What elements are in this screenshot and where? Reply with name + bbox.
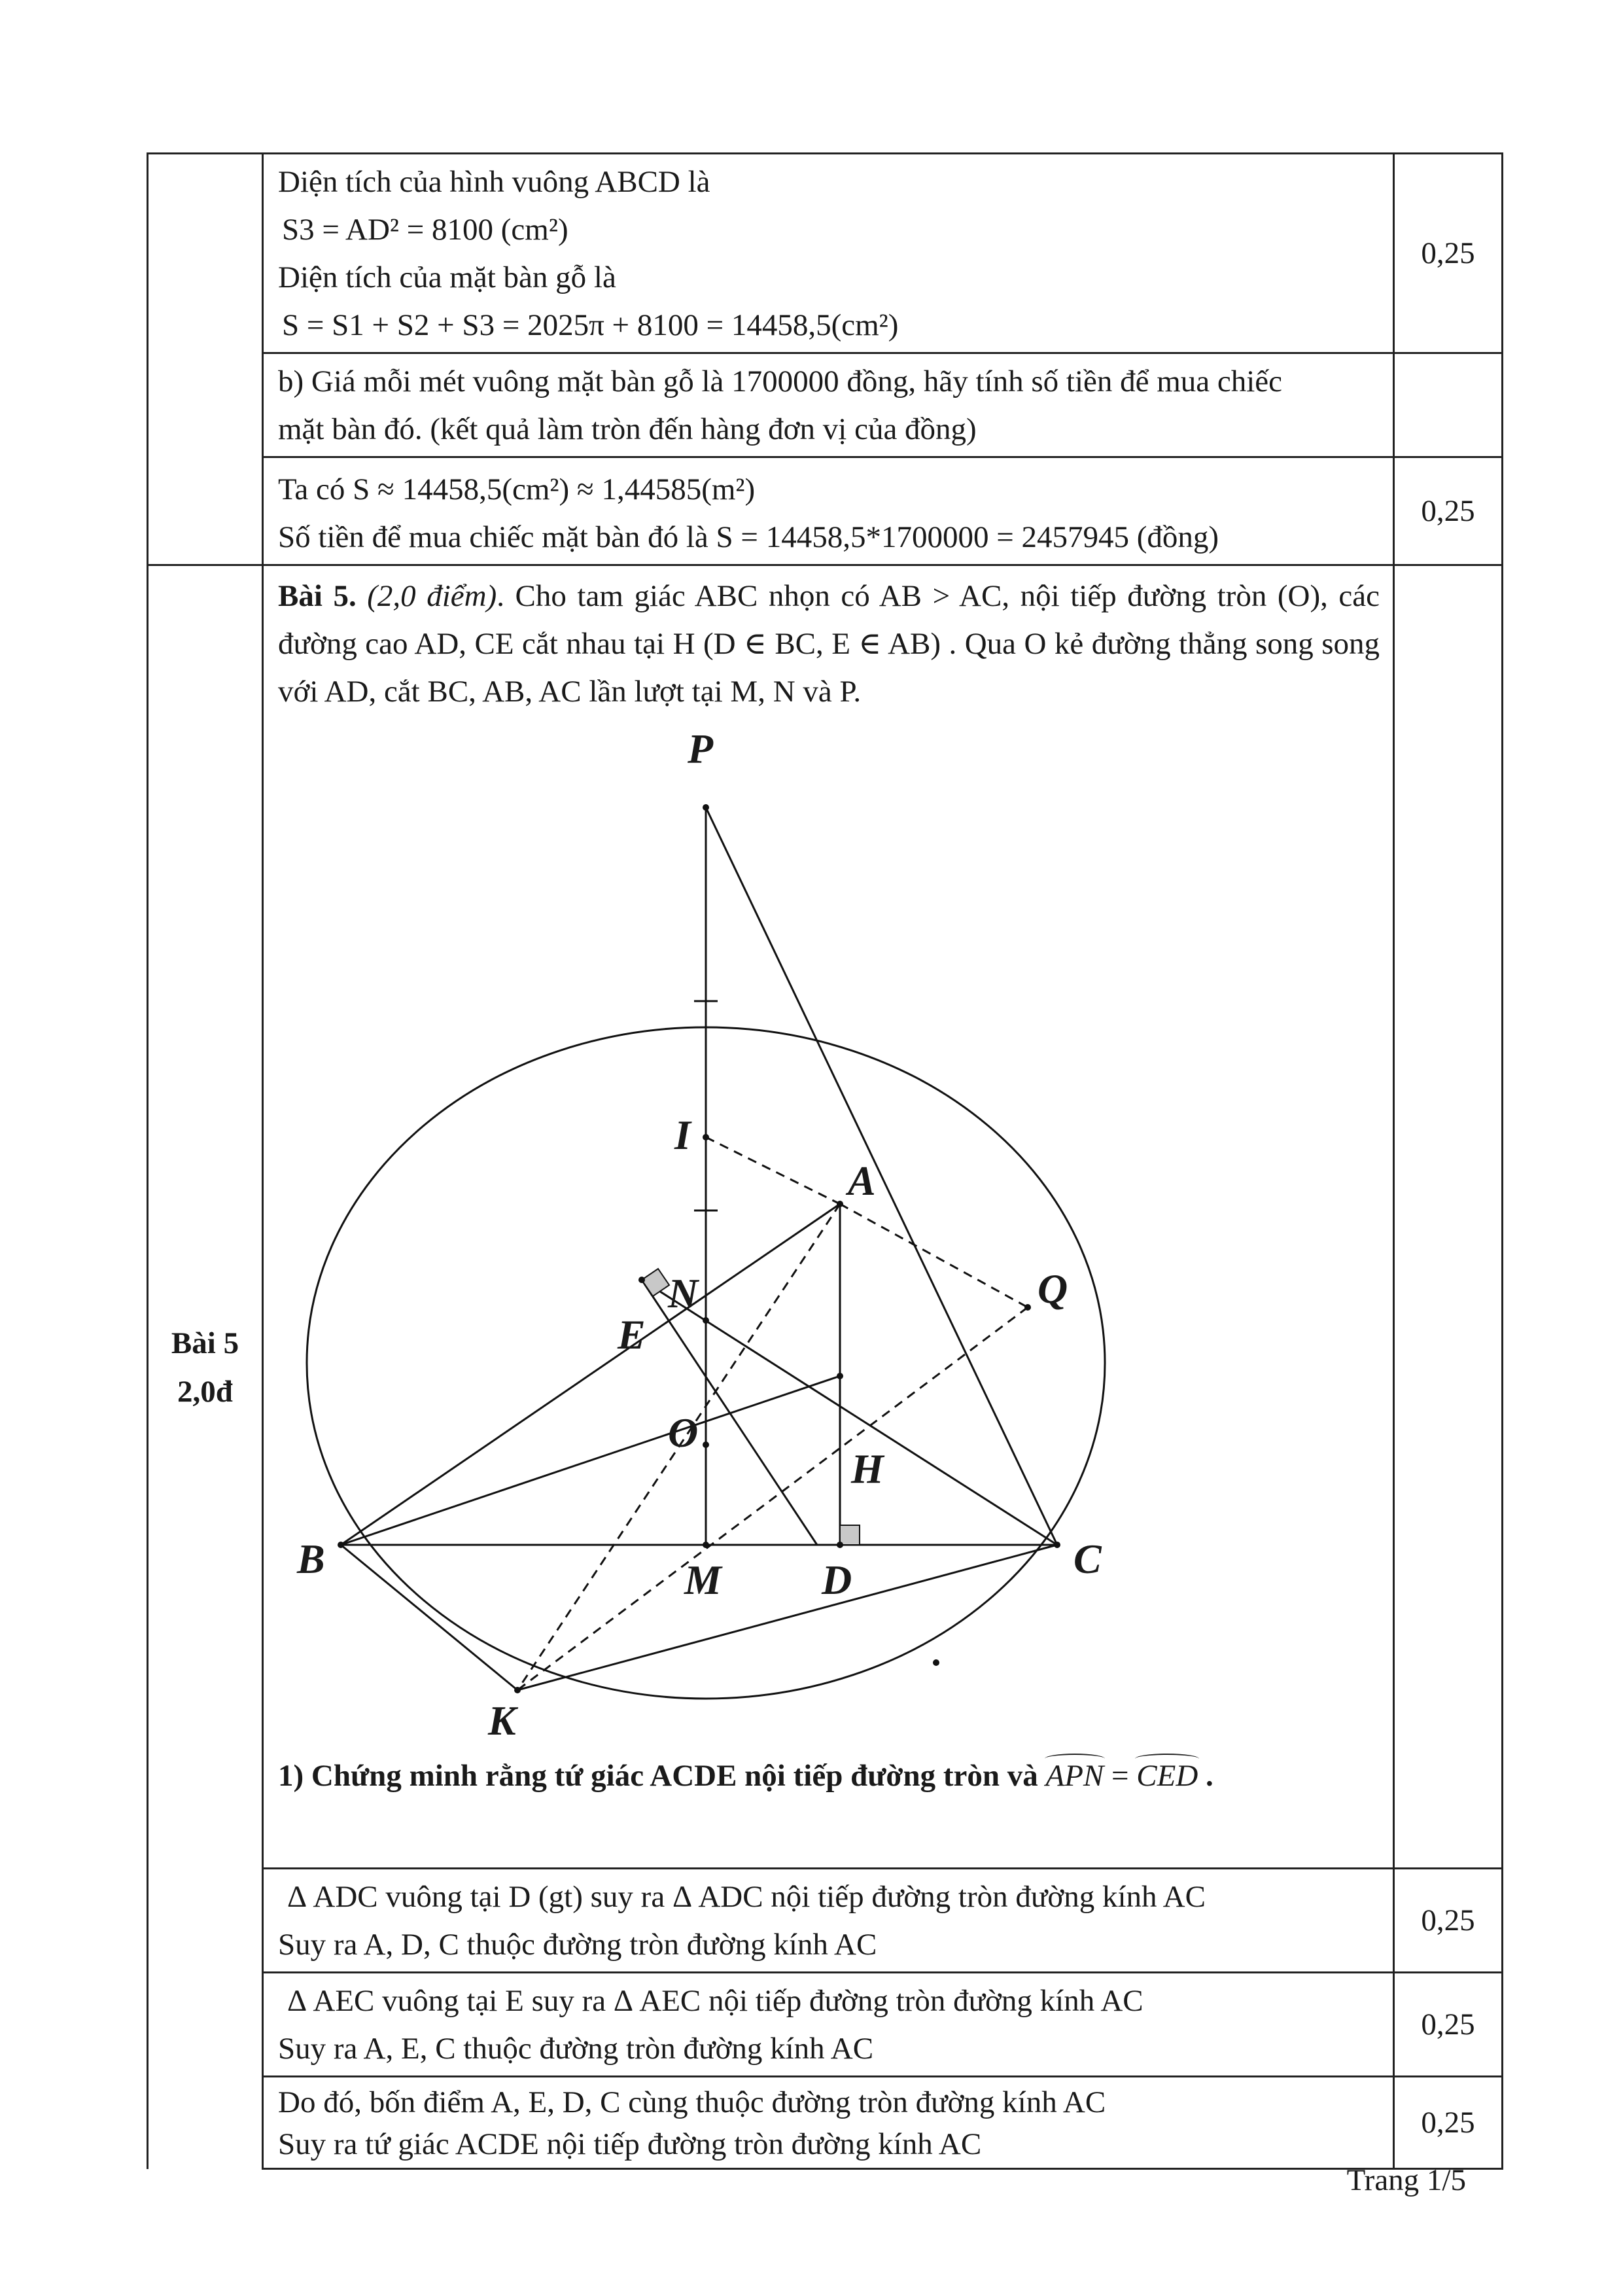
line-aq xyxy=(840,1204,1028,1307)
label-point-p: P xyxy=(688,726,714,772)
right-angle-e xyxy=(642,1269,669,1296)
content-cell-cost xyxy=(263,457,1394,565)
bai5-label: Bài 5 xyxy=(171,1326,239,1360)
part1-heading xyxy=(278,1752,1380,1800)
line-qk xyxy=(517,1307,1028,1690)
label-cell-blank xyxy=(148,457,263,565)
part1-end: . xyxy=(1206,1759,1213,1793)
text-line: Ta có S ≈ 14458,5(cm²) ≈ 1,44585(m²) xyxy=(278,472,756,506)
formula-s3: S3 = AD² = 8100 (cm²) xyxy=(282,213,568,247)
step-line: Suy ra A, E, C thuộc đường tròn đường kính AC xyxy=(278,2032,874,2066)
score-cell: 0,25 xyxy=(1394,154,1503,353)
step-line: Suy ra tứ giác ACDE nội tiếp đường tròn đường kính AC xyxy=(278,2127,982,2161)
line-pc xyxy=(706,807,1057,1545)
score-cell: 0,25 xyxy=(1394,1869,1503,1973)
step-line: Suy ra A, D, C thuộc đường tròn đường kính AC xyxy=(278,1928,877,1962)
equals-sign: = xyxy=(1111,1759,1129,1793)
label-point-n: N xyxy=(668,1270,699,1316)
question-line: mặt bàn đó. (kết quả làm tròn đến hàng đơn vị của đồng) xyxy=(278,412,977,446)
step-line: Do đó, bốn điểm A, E, D, C cùng thuộc đường tròn đường kính AC xyxy=(278,2085,1106,2119)
label-point-c: C xyxy=(1073,1536,1102,1582)
dashed-lines xyxy=(517,1137,1028,1690)
label-point-a: A xyxy=(848,1157,876,1204)
score-cell-empty xyxy=(1394,565,1503,1869)
line-bh xyxy=(341,1376,840,1545)
question-line: b) Giá mỗi mét vuông mặt bàn gỗ là 1700000 đồng, hãy tính số tiền để mua chiếc xyxy=(278,364,1283,398)
row-question-b xyxy=(148,353,1503,457)
label-point-o: O xyxy=(668,1409,699,1456)
content-cell-step3 xyxy=(263,2077,1394,2169)
step-line: Δ ADC vuông tại D (gt) suy ra Δ ADC nội tiếp đường tròn đường kính AC xyxy=(287,1880,1206,1914)
line-bk xyxy=(341,1545,517,1690)
text-line: Số tiền để mua chiếc mặt bàn đó là S = 14458,5*1700000 = 2457945 (đồng) xyxy=(278,520,1219,554)
label-point-d: D xyxy=(822,1557,852,1603)
geometry-figure xyxy=(266,718,1391,1752)
label-point-m: M xyxy=(684,1557,722,1603)
label-point-q: Q xyxy=(1038,1265,1068,1312)
step-line: Δ AEC vuông tại E suy ra Δ AEC nội tiếp đường tròn đường kính AC xyxy=(287,1984,1143,2018)
score-cell: 0,25 xyxy=(1394,457,1503,565)
label-point-i: I xyxy=(674,1112,691,1158)
answer-table xyxy=(147,152,1503,2170)
content-cell-step1 xyxy=(263,1869,1394,1973)
text-line: Diện tích của hình vuông ABCD là xyxy=(278,165,710,199)
label-cell-blank xyxy=(148,154,263,353)
label-point-e: E xyxy=(618,1311,646,1358)
formula-s: S = S1 + S2 + S3 = 2025π + 8100 = 14458,5(cm²) xyxy=(282,308,899,342)
problem-points: (2,0 điểm) xyxy=(367,579,497,613)
part1-text: 1) Chứng minh rằng tứ giác ACDE nội tiếp đường tròn và xyxy=(278,1759,1038,1793)
angle-ced: CED xyxy=(1136,1752,1198,1800)
content-cell-question-b xyxy=(263,353,1394,457)
score-cell: 0,25 xyxy=(1394,1973,1503,2077)
right-angle-d xyxy=(840,1525,860,1545)
problem-text: . Cho tam giác ABC nhọn có AB > AC, nội tiếp đường tròn (O), các đường cao AD, CE cắt nhau tại H (D ∈ BC, E ∈ AB) . Qua O kẻ đường thẳng song song với AD, cắt BC, AB, AC lần lượt tại M, N và P. xyxy=(278,579,1380,709)
content-cell-bai5 xyxy=(263,565,1394,1869)
row-step2 xyxy=(148,1973,1503,2077)
row-area xyxy=(148,154,1503,353)
row-step1 xyxy=(148,1869,1503,1973)
problem-statement xyxy=(278,573,1380,716)
page-number: Trang 1/5 xyxy=(1346,2163,1466,2197)
score-cell: 0,25 xyxy=(1394,2077,1503,2169)
line-ia xyxy=(706,1137,840,1204)
angle-apn: APN xyxy=(1046,1752,1104,1800)
line-ba xyxy=(341,1204,840,1545)
label-point-k: K xyxy=(488,1697,516,1744)
row-step3 xyxy=(148,2077,1503,2169)
row-bai5 xyxy=(148,565,1503,1869)
label-cell-bai5 xyxy=(148,565,263,2169)
content-cell-step2 xyxy=(263,1973,1394,2077)
label-point-h: H xyxy=(851,1445,884,1492)
text-line: Diện tích của mặt bàn gỗ là xyxy=(278,260,616,294)
problem-title: Bài 5. xyxy=(278,579,357,613)
line-kc xyxy=(517,1545,1057,1690)
label-cell-blank xyxy=(148,353,263,457)
row-cost xyxy=(148,457,1503,565)
score-cell-empty xyxy=(1394,353,1503,457)
bai5-points: 2,0đ xyxy=(177,1374,233,1409)
label-point-b: B xyxy=(297,1536,325,1582)
content-cell-area xyxy=(263,154,1394,353)
